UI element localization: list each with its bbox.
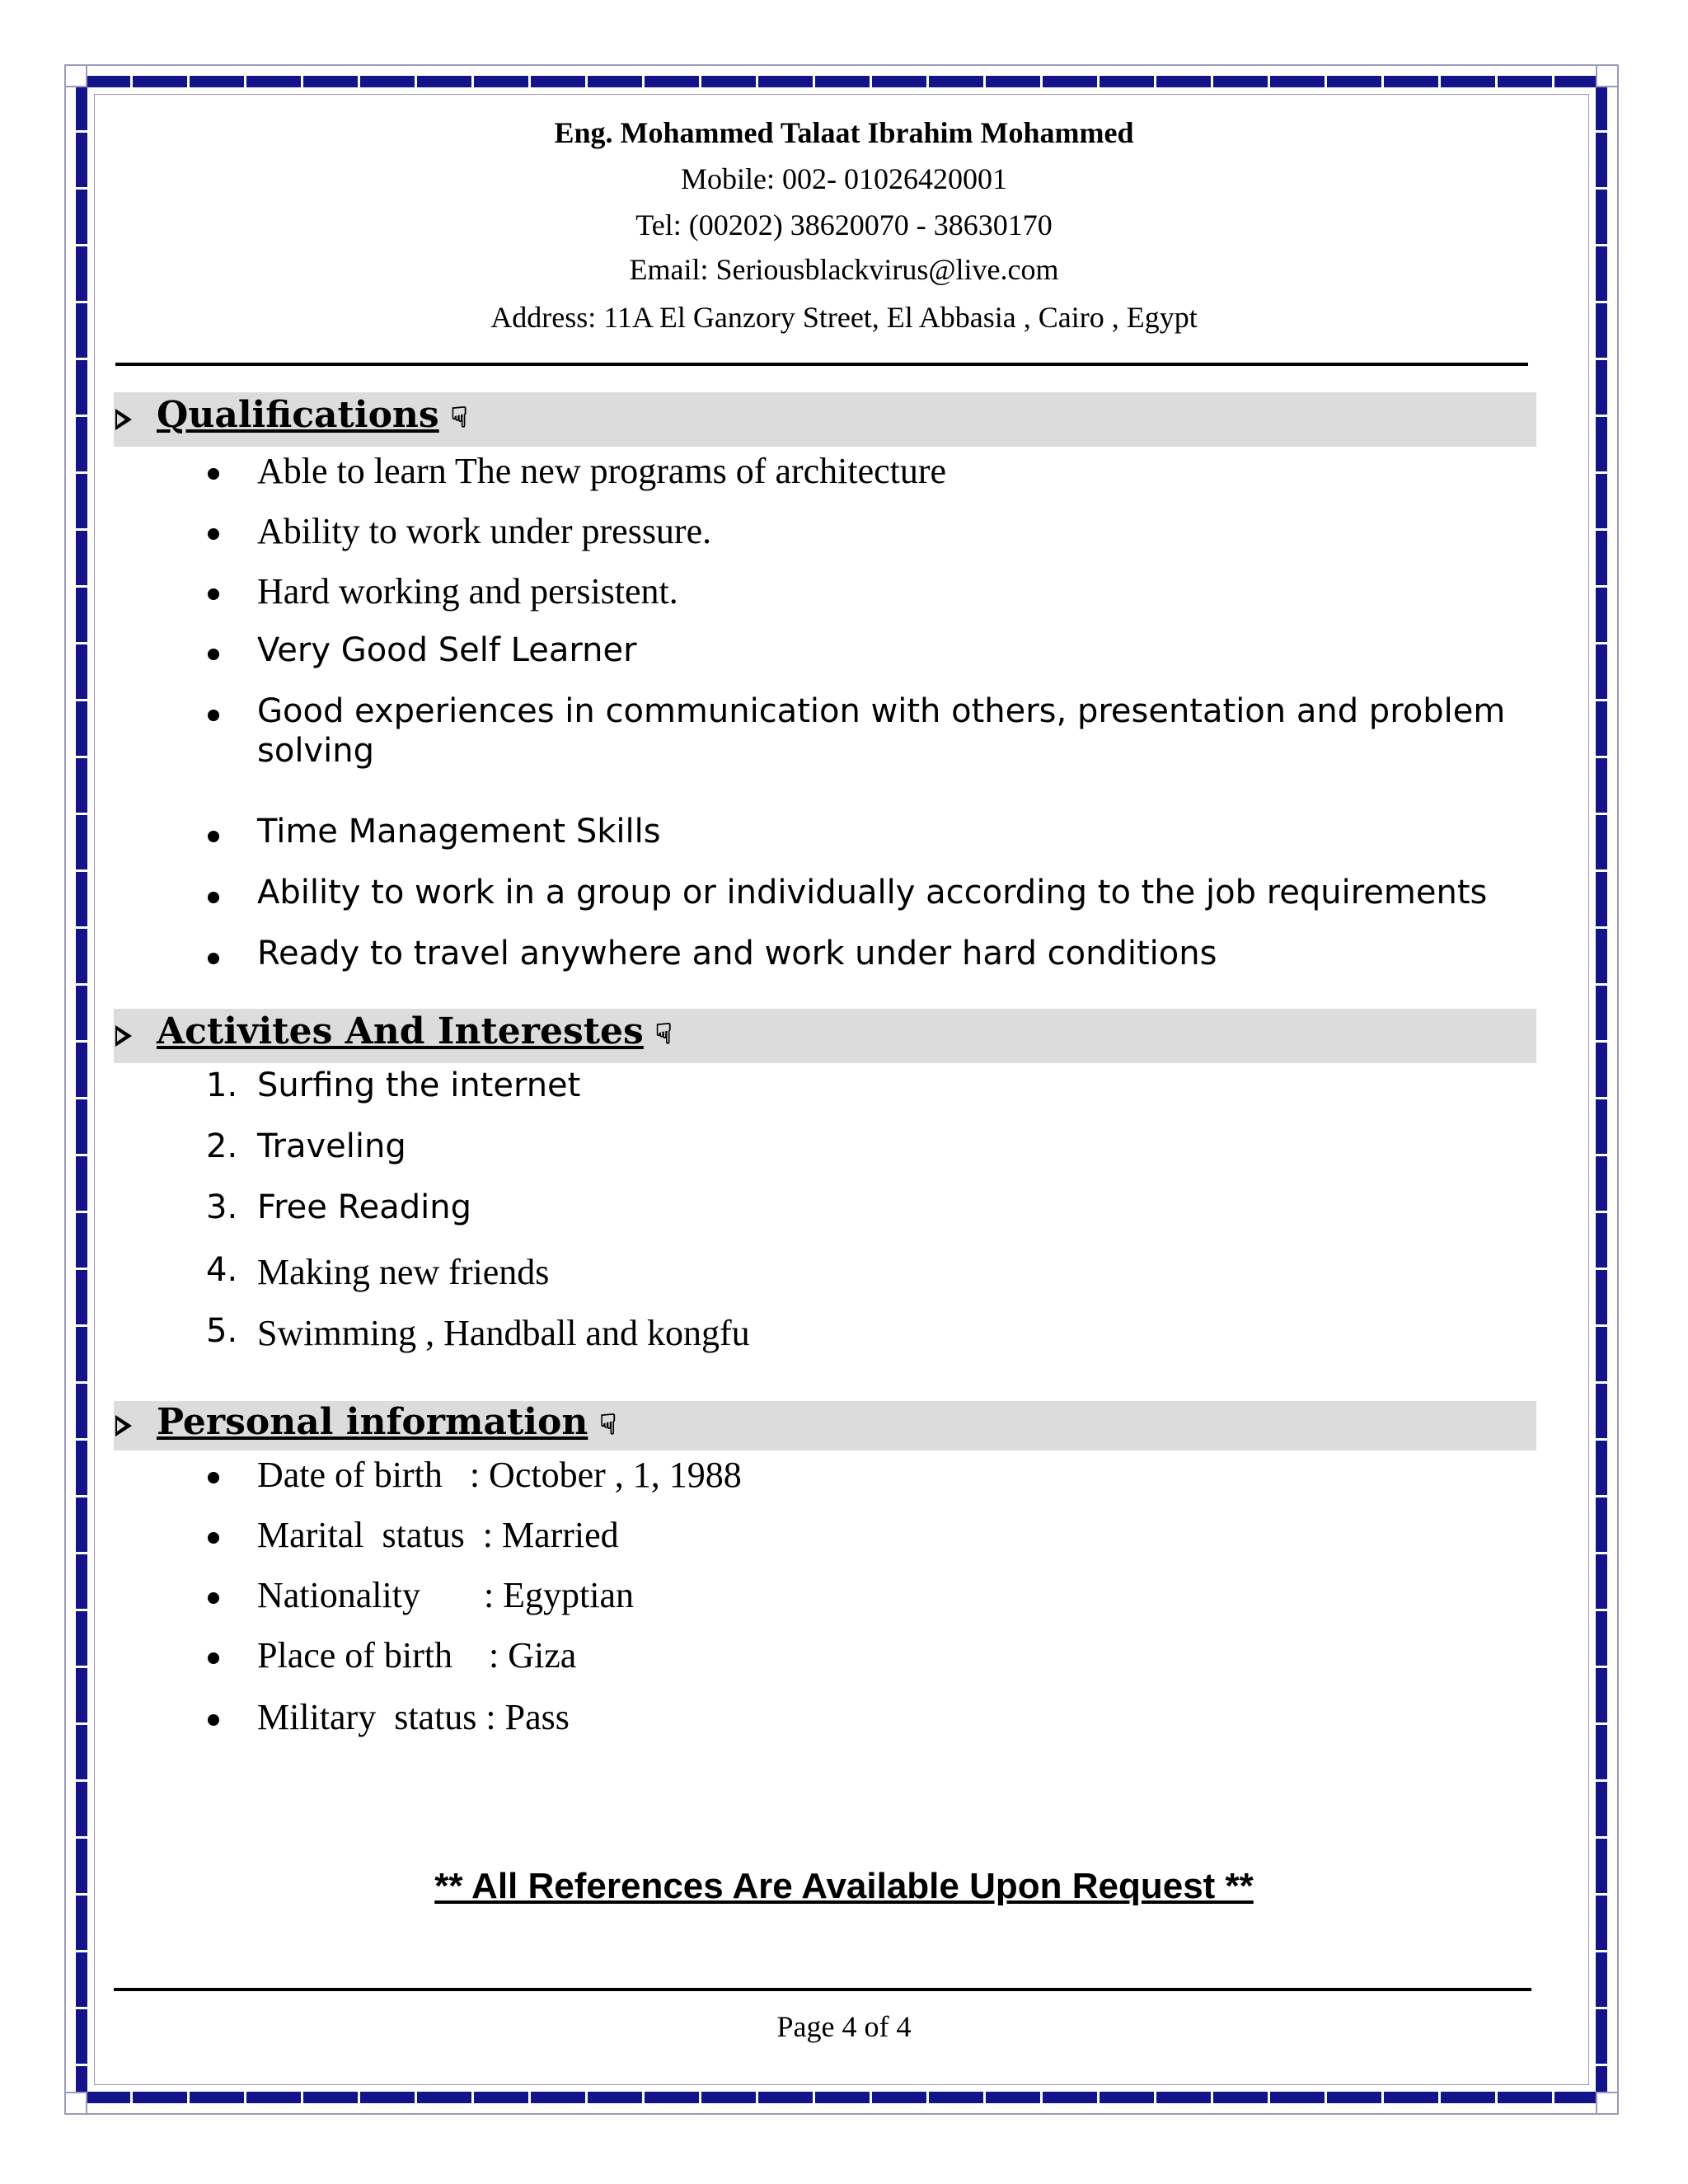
mobile-line: Mobile: 002- 01026420001 — [681, 162, 1007, 195]
bullet — [208, 953, 219, 964]
list-number: 5. — [206, 1312, 238, 1350]
bullet — [208, 892, 219, 903]
bullet — [208, 649, 219, 660]
arrow-right-icon — [115, 409, 132, 430]
border-ticks-left — [76, 76, 87, 2103]
qualifications-title: Qualifications ☟ — [157, 394, 468, 436]
list-item: Surfing the internet — [257, 1066, 581, 1104]
list-item: Able to learn The new programs of architecture — [257, 451, 947, 491]
list-item: Very Good Self Learner — [257, 631, 637, 669]
military-status-item: Military status : Pass — [257, 1697, 570, 1737]
arrow-right-icon — [115, 1415, 132, 1436]
list-item: Hard working and persistent. — [257, 571, 678, 612]
list-item: Ability to work under pressure. — [257, 511, 712, 551]
bullet — [208, 1532, 219, 1544]
arrow-right-icon — [115, 1025, 132, 1047]
tel-line: Tel: (00202) 38620070 - 38630170 — [635, 209, 1053, 241]
page-number: Page 4 of 4 — [776, 2010, 912, 2043]
pointing-hand-icon: ☟ — [599, 1408, 617, 1441]
list-number: 4. — [206, 1251, 238, 1289]
header-divider — [115, 363, 1528, 366]
bullet — [208, 588, 219, 600]
personal-title: Personal information ☟ — [157, 1401, 617, 1443]
bullet — [208, 1592, 219, 1604]
corner-ornament — [1596, 2092, 1619, 2115]
list-item: Ability to work in a group or individually according to the job requirements — [257, 874, 1488, 912]
address-line: Address: 11A El Ganzory Street, El Abbasia , Cairo , Egypt — [490, 301, 1198, 334]
bullet — [208, 1714, 219, 1726]
list-number: 1. — [206, 1066, 238, 1104]
applicant-name: Eng. Mohammed Talaat Ibrahim Mohammed — [554, 116, 1134, 149]
pointing-hand-icon: ☟ — [654, 1018, 673, 1051]
bullet — [208, 710, 219, 721]
email-line: Email: Seriousblackvirus@live.com — [629, 253, 1059, 286]
birth-place-item: Place of birth : Giza — [257, 1635, 577, 1675]
list-item-continuation: solving — [257, 732, 374, 770]
corner-ornament — [64, 64, 87, 87]
list-item: Free Reading — [257, 1188, 471, 1226]
corner-ornament — [1596, 64, 1619, 87]
list-item: Time Management Skills — [257, 813, 661, 851]
pointing-hand-icon: ☟ — [450, 401, 468, 434]
list-item: Swimming , Handball and kongfu — [257, 1313, 750, 1353]
list-number: 2. — [206, 1127, 238, 1165]
bullet — [208, 528, 219, 540]
corner-ornament — [64, 2092, 87, 2115]
bullet — [208, 468, 219, 480]
list-item: Traveling — [257, 1127, 406, 1165]
bullet — [208, 831, 219, 842]
border-ticks-right — [1596, 76, 1607, 2103]
activities-title: Activites And Interestes ☟ — [157, 1010, 673, 1052]
list-number: 3. — [206, 1188, 238, 1226]
list-item: Good experiences in communication with others, presentation and problem — [257, 692, 1506, 730]
list-item: Making new friends — [257, 1252, 550, 1292]
bullet — [208, 1472, 219, 1483]
references-note: ** All References Are Available Upon Request ** — [434, 1866, 1254, 1906]
nationality-item: Nationality : Egyptian — [257, 1575, 635, 1615]
bullet — [208, 1652, 219, 1664]
footer-divider — [114, 1988, 1531, 1991]
birth-date-item: Date of birth : October , 1, 1988 — [257, 1455, 742, 1495]
list-item: Ready to travel anywhere and work under hard conditions — [257, 935, 1217, 972]
marital-status-item: Marital status : Married — [257, 1515, 619, 1555]
